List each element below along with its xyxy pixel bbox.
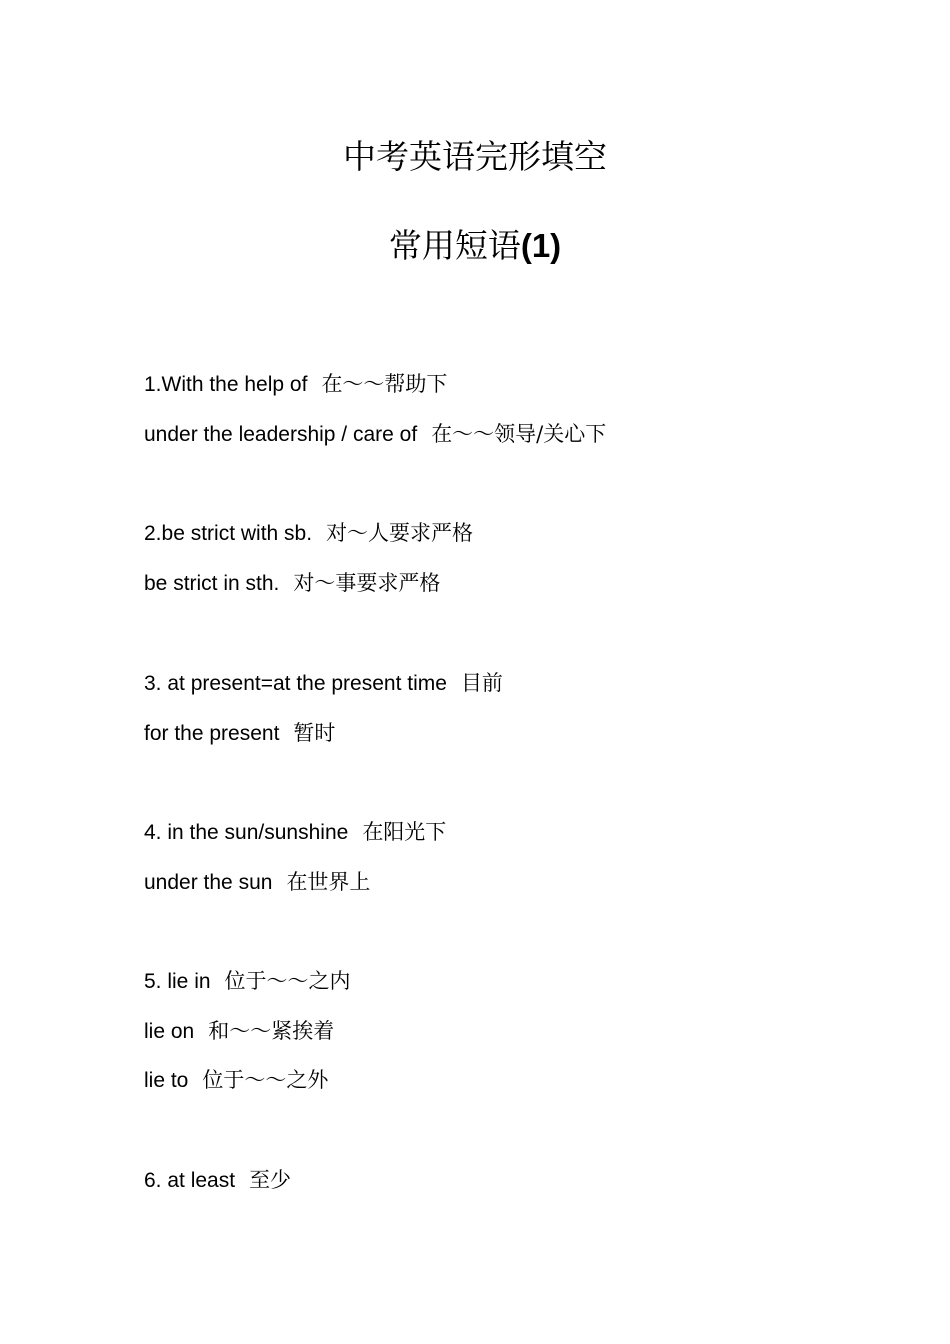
phrase-entry: [144, 1016, 334, 1046]
phrase-entry: [144, 718, 335, 748]
phrase-chinese: 至少: [249, 1168, 292, 1192]
phrase-english: 2.be strict with sb.: [144, 522, 313, 545]
phrase-chinese: 位于～～之内: [224, 969, 351, 993]
phrase-english: lie on: [144, 1020, 195, 1043]
phrase-english: under the leadership / care of: [144, 423, 418, 446]
phrase-chinese: 在阳光下: [362, 820, 447, 844]
phrase-english: be strict in sth.: [144, 572, 280, 595]
phrase-entry: [144, 867, 370, 897]
phrase-english: 5. lie in: [144, 970, 211, 993]
phrase-english: 6. at least: [144, 1169, 236, 1192]
phrase-chinese: 在～～领导/关心下: [431, 422, 607, 446]
phrase-entry: [144, 668, 503, 698]
phrase-entry: [144, 419, 606, 449]
phrase-chinese: 在世界上: [286, 870, 371, 894]
phrase-english: lie to: [144, 1069, 189, 1092]
phrase-entry: [144, 966, 351, 996]
phrase-chinese: 对～事要求严格: [293, 571, 441, 595]
phrase-english: under the sun: [144, 871, 273, 894]
phrase-entry: [144, 1065, 328, 1095]
phrase-chinese: 位于～～之外: [202, 1068, 329, 1092]
phrase-english: for the present: [144, 722, 280, 745]
phrase-english: 3. at present=at the present time: [144, 672, 447, 695]
subtitle-text: 常用短语: [388, 226, 521, 265]
phrase-chinese: 暂时: [293, 721, 336, 745]
phrase-chinese: 对～人要求严格: [326, 521, 474, 545]
phrase-chinese: 目前: [460, 671, 503, 695]
phrase-entry: [144, 518, 473, 548]
subtitle-number: (1): [520, 227, 562, 264]
document-title: 中考英语完形填空: [343, 137, 607, 176]
phrase-chinese: 和～～紧挨着: [208, 1019, 335, 1043]
document-subtitle: [0, 226, 950, 266]
phrase-entry: [144, 369, 447, 399]
phrase-chinese: 在～～帮助下: [321, 372, 448, 396]
phrase-entry: [144, 568, 440, 598]
phrase-english: 1.With the help of: [144, 373, 308, 396]
phrase-entry: [144, 1165, 291, 1195]
phrase-entry: [144, 817, 446, 847]
phrase-english: 4. in the sun/sunshine: [144, 821, 349, 844]
